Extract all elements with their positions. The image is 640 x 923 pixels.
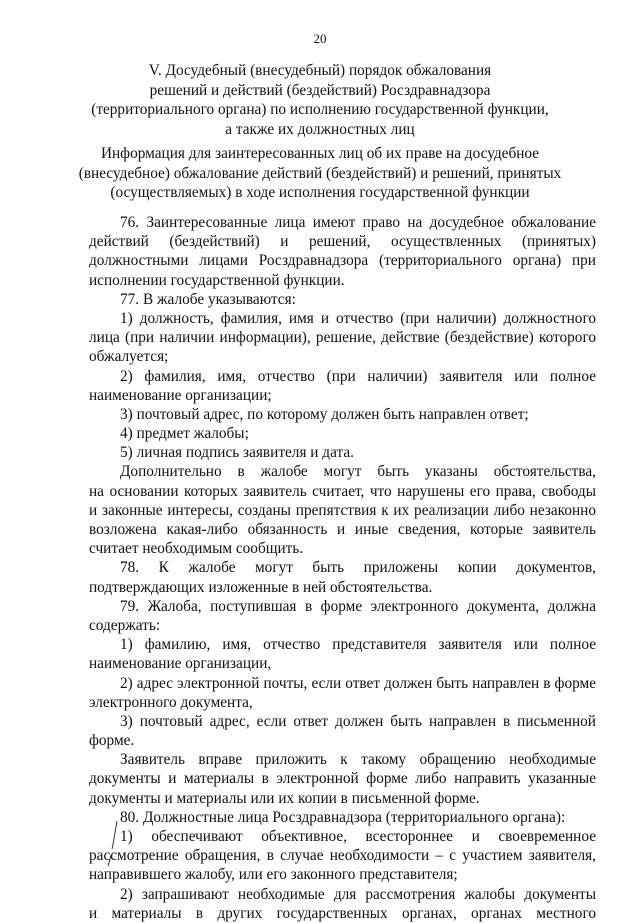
text-line: и законные интересы, созданы препятствия к их реализации либо незаконно [89, 501, 596, 519]
title-line: (территориального органа) по исполнению государственной функции, [91, 101, 549, 118]
text-line: на основании которых заявитель считает, что нарушены его права, свободы [89, 482, 596, 500]
text-line: и материалы в других государственных органах, органах местного [89, 904, 596, 922]
text-line: 5) личная подпись заявителя и дата. [120, 444, 354, 462]
text-line: 80. Должностные лица Росздравнадзора (территориального органа): [120, 808, 566, 826]
text-line: электронного документа, [89, 693, 253, 711]
text-line: наименование организации, [89, 655, 272, 673]
text-line: Заявитель вправе приложить к такому обращению необходимые [120, 751, 596, 769]
text-line: Дополнительно в жалобе могут быть указаны обстоятельства, [120, 463, 596, 481]
body-text [89, 213, 596, 923]
text-line: рассмотрение обращения, в случае необходимости – с участием заявителя, [89, 847, 596, 865]
page-number: 20 [313, 31, 327, 46]
text-line: 2) запрашивают необходимые для рассмотрения жалобы документы [120, 885, 596, 903]
title-line: а также их должностных лиц [225, 120, 415, 138]
text-line: действий (бездействий) и решений, осуществленных (принятых) [89, 233, 596, 251]
subtitle-line: (осуществляемых) в ходе исполнения государственной функции [110, 184, 530, 201]
text-line: 79. Жалоба, поступившая в форме электронного документа, должна [120, 597, 596, 615]
title-line: V. Досудебный (внесудебный) порядок обжалования [148, 62, 492, 79]
text-line: содержать: [89, 616, 161, 634]
text-line: считает необходимым сообщить. [89, 540, 304, 558]
text-line: 1) фамилию, имя, отчество представителя заявителя или полное [120, 636, 596, 654]
text-line: документы и материалы или их копии в письменной форме. [89, 789, 480, 807]
text-line: 3) почтовый адрес, по которому должен быть направлен ответ; [120, 405, 529, 423]
text-line: документы и материалы в электронной форме либо направить указанные [89, 770, 596, 788]
text-line: 76. Заинтересованные лица имеют право на досудебное обжалование [120, 214, 596, 231]
text-line: 3) почтовый адрес, если ответ должен быть направлен в письменной [120, 712, 596, 730]
text-line: 2) адрес электронной почты, если ответ должен быть направлен в форме [120, 674, 596, 692]
text-line: подтверждающих изложенные в ней обстоятельства. [89, 578, 433, 596]
pen-mark-icon [106, 819, 120, 867]
text-line: исполнении государственной функции. [89, 271, 345, 289]
text-line: 77. В жалобе указываются: [120, 290, 296, 308]
text-line: наименование организации; [89, 386, 272, 404]
text-line: возложена какая-либо обязанность и иные сведения, которые заявитель [89, 521, 596, 538]
subtitle-line: (внесудебное) обжалование действий (бездействий) и решений, принятых [78, 164, 562, 182]
text-line: форме. [89, 732, 135, 750]
text-line: направившего жалобу, или его законного представителя; [89, 866, 458, 884]
text-line: лица (при наличии информации), решение, действие (бездействие) которого [89, 329, 596, 347]
text-line: 1) обеспечивают объективное, всестороннее и своевременное [120, 828, 596, 845]
text-line: 4) предмет жалобы; [120, 425, 249, 443]
section-title [60, 61, 580, 139]
section-subtitle [60, 144, 580, 203]
text-line: 2) фамилия, имя, отчество (при наличии) заявителя или полное [120, 367, 596, 385]
title-line: решений и действий (бездействий) Росздравнадзора [149, 81, 491, 99]
text-line: обжалуется; [89, 348, 169, 366]
subtitle-line: Информация для заинтересованных лиц об их праве на досудебное [100, 145, 540, 162]
text-line: должностными лицами Росздравнадзора (территориального органа) при [89, 252, 596, 270]
text-line: 1) должность, фамилия, имя и отчество (при наличии) должностного [120, 309, 596, 327]
text-line: 78. К жалобе могут быть приложены копии документов, [120, 559, 596, 577]
